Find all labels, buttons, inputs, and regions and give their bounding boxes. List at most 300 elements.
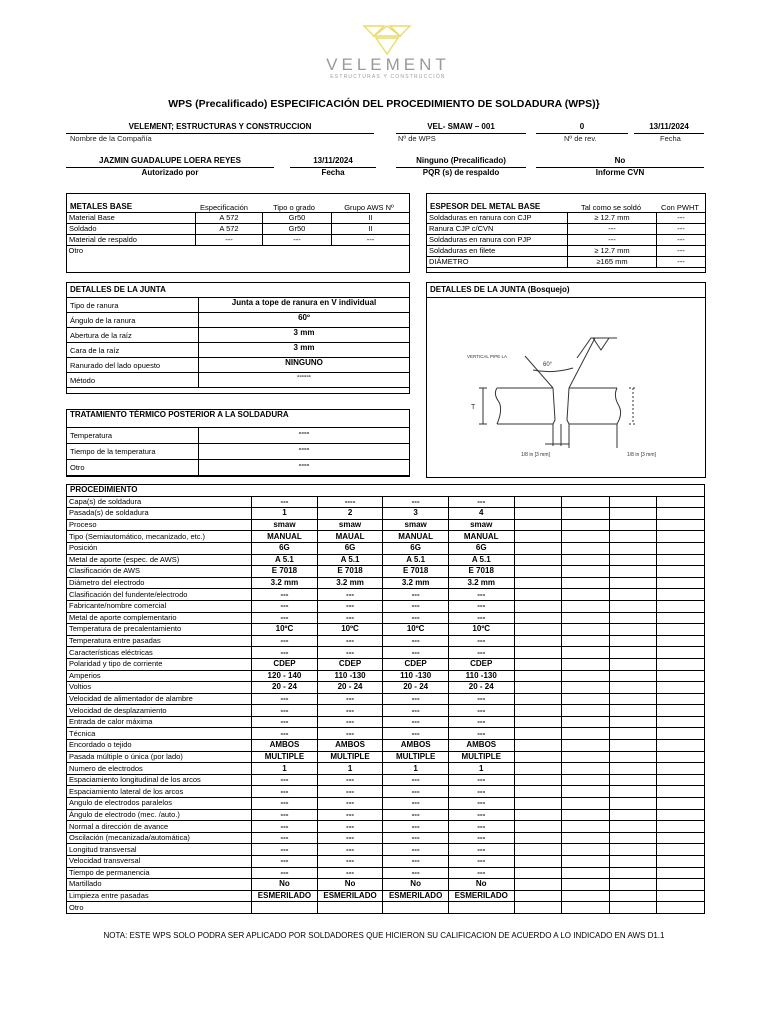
base-metal-type: Gr50 (263, 213, 332, 224)
procedure-empty-cell (514, 751, 562, 763)
procedure-pass-1-value: 3.2 mm (252, 577, 318, 589)
pwht-temperature-value: ---- (199, 428, 410, 444)
base-metals-col-group: Grupo AWS Nº (344, 203, 394, 212)
procedure-pass-2-value: --- (317, 728, 383, 740)
procedure-pass-1-value: 1 (252, 508, 318, 520)
authorized-date-label: Fecha (321, 168, 345, 177)
procedure-row (67, 554, 705, 566)
procedure-empty-cell (562, 589, 610, 601)
procedure-empty-cell (514, 716, 562, 728)
procedure-row (67, 589, 705, 601)
procedure-pass-3-value: 6G (383, 542, 449, 554)
procedure-empty-cell (562, 531, 610, 543)
logo-tagline: ESTRUCTURAS Y CONSTRUCCIÓN (330, 74, 446, 80)
procedure-pass-1-value: --- (252, 774, 318, 786)
procedure-empty-cell (609, 635, 657, 647)
procedure-empty-cell (562, 682, 610, 694)
procedure-pass-4-value: AMBOS (448, 740, 514, 752)
procedure-empty-cell (609, 531, 657, 543)
backing-label: Material de respaldo (67, 235, 196, 246)
joint-details-table (66, 297, 410, 388)
procedure-empty-cell (562, 867, 610, 879)
procedure-empty-cell (609, 705, 657, 717)
procedure-empty-cell (609, 786, 657, 798)
procedure-empty-cell (609, 658, 657, 670)
procedure-empty-cell (657, 635, 705, 647)
procedure-pass-3-value: --- (383, 635, 449, 647)
procedure-empty-cell (514, 809, 562, 821)
procedure-pass-4-value: --- (448, 798, 514, 810)
procedure-empty-cell (514, 566, 562, 578)
procedure-empty-cell (514, 693, 562, 705)
procedure-body (67, 496, 705, 913)
base-metals-title: METALES BASE (70, 202, 133, 211)
procedure-pass-4-value: --- (448, 496, 514, 508)
cjp-cvn-pwht: --- (657, 224, 706, 235)
procedure-empty-cell (609, 519, 657, 531)
procedure-empty-cell (514, 577, 562, 589)
joint-sketch-section (426, 282, 706, 478)
root-opening-label: Abertura de la raíz (67, 328, 199, 343)
procedure-empty-cell (657, 798, 705, 810)
procedure-row-label: Longitud transversal (67, 844, 252, 856)
procedure-pass-3-value: --- (383, 809, 449, 821)
procedure-row-label: Proceso (67, 519, 252, 531)
procedure-empty-cell (609, 890, 657, 902)
procedure-empty-cell (657, 682, 705, 694)
footer-note: NOTA: ESTE WPS SOLO PODRA SER APLICADO POR SOLDADORES QUE HICIERON SU CALIFICACION DE ACUERDO A LO INDICADO EN AWS D1.1 (103, 931, 665, 940)
procedure-pass-4-value: --- (448, 821, 514, 833)
procedure-pass-2-value: --- (317, 821, 383, 833)
procedure-empty-cell (514, 600, 562, 612)
procedure-pass-1-value: --- (252, 821, 318, 833)
table-row (67, 428, 410, 444)
procedure-empty-cell (562, 624, 610, 636)
root-face-label: Cara de la raíz (67, 343, 199, 358)
joint-sketch-drawing (427, 298, 705, 476)
procedure-row-label: Encordado o tejido (67, 740, 252, 752)
back-gouging-value: NINGUNO (199, 358, 410, 373)
pwht-title: TRATAMIENTO TÉRMICO POSTERIOR A LA SOLDADURA (70, 410, 289, 419)
procedure-empty-cell (609, 809, 657, 821)
thickness-title: ESPESOR DEL METAL BASE (430, 202, 541, 211)
procedure-empty-cell (657, 554, 705, 566)
procedure-empty-cell (514, 856, 562, 868)
procedure-pass-2-value: 20 - 24 (317, 682, 383, 694)
procedure-row (67, 867, 705, 879)
authorized-date: 13/11/2024 (290, 156, 376, 168)
procedure-empty-cell (562, 763, 610, 775)
procedure-empty-cell (657, 728, 705, 740)
procedure-pass-3-value: --- (383, 589, 449, 601)
procedure-pass-4-value: --- (448, 786, 514, 798)
procedure-pass-4-value: 3.2 mm (448, 577, 514, 589)
procedure-row-label: Entrada de calor máxima (67, 716, 252, 728)
back-gouging-label: Ranurado del lado opuesto (67, 358, 199, 373)
procedure-empty-cell (609, 751, 657, 763)
table-row (427, 257, 706, 268)
pqr-support: Ninguno (Precalificado) (396, 156, 526, 168)
procedure-empty-cell (562, 635, 610, 647)
procedure-pass-4-value: 10ºC (448, 624, 514, 636)
procedure-row-label: Diámetro del electrodo (67, 577, 252, 589)
procedure-empty-cell (514, 612, 562, 624)
procedure-empty-cell (514, 798, 562, 810)
procedure-pass-2-value: --- (317, 716, 383, 728)
procedure-row-label: Angulo de electrodos paralelos (67, 798, 252, 810)
groove-angle-value: 60º (199, 313, 410, 328)
procedure-pass-1-value: --- (252, 786, 318, 798)
procedure-empty-cell (514, 832, 562, 844)
procedure-empty-cell (609, 821, 657, 833)
procedure-row-label: Limpieza entre pasadas (67, 890, 252, 902)
procedure-pass-3-value: 1 (383, 763, 449, 775)
procedure-pass-3-value: --- (383, 600, 449, 612)
pjp-label: Soldaduras en ranura con PJP (427, 235, 568, 246)
procedure-empty-cell (562, 832, 610, 844)
procedure-row-label: Velocidad de desplazamiento (67, 705, 252, 717)
procedure-pass-1-value: --- (252, 716, 318, 728)
procedure-row (67, 577, 705, 589)
procedure-empty-cell (657, 612, 705, 624)
procedure-empty-cell (514, 786, 562, 798)
procedure-pass-2-value: --- (317, 832, 383, 844)
procedure-pass-4-value: MANUAL (448, 531, 514, 543)
procedure-empty-cell (514, 496, 562, 508)
procedure-pass-3-value: smaw (383, 519, 449, 531)
procedure-empty-cell (562, 693, 610, 705)
procedure-row-label: Normal a dirección de avance (67, 821, 252, 833)
procedure-pass-4-value: ESMERILADO (448, 890, 514, 902)
procedure-row (67, 682, 705, 694)
procedure-row (67, 798, 705, 810)
pjp-pwht: --- (657, 235, 706, 246)
procedure-empty-cell (562, 716, 610, 728)
procedure-pass-1-value: 6G (252, 542, 318, 554)
procedure-row-label: Temperatura de precalentamiento (67, 624, 252, 636)
procedure-empty-cell (657, 844, 705, 856)
procedure-empty-cell (657, 809, 705, 821)
procedure-pass-2-value: --- (317, 798, 383, 810)
company-name: VELEMENT; ESTRUCTURAS Y CONSTRUCCION (66, 122, 374, 134)
procedure-empty-cell (657, 867, 705, 879)
procedure-pass-2-value: --- (317, 809, 383, 821)
procedure-pass-2-value: 110 -130 (317, 670, 383, 682)
procedure-pass-4-value: E 7018 (448, 566, 514, 578)
procedure-pass-4-value: --- (448, 600, 514, 612)
procedure-empty-cell (609, 589, 657, 601)
procedure-empty-cell (609, 763, 657, 775)
procedure-title: PROCEDIMIENTO (67, 485, 705, 497)
procedure-empty-cell (562, 600, 610, 612)
procedure-empty-cell (514, 647, 562, 659)
procedure-empty-cell (562, 879, 610, 891)
procedure-empty-cell (657, 496, 705, 508)
procedure-row (67, 902, 705, 914)
procedure-pass-1-value: 1 (252, 763, 318, 775)
procedure-pass-3-value: 10ºC (383, 624, 449, 636)
procedure-pass-4-value (448, 902, 514, 914)
procedure-pass-2-value: --- (317, 856, 383, 868)
table-row (67, 343, 410, 358)
procedure-empty-cell (657, 577, 705, 589)
procedure-empty-cell (562, 786, 610, 798)
procedure-row (67, 519, 705, 531)
procedure-empty-cell (609, 600, 657, 612)
procedure-pass-4-value: --- (448, 693, 514, 705)
procedure-pass-2-value: --- (317, 635, 383, 647)
procedure-pass-4-value: No (448, 879, 514, 891)
procedure-pass-3-value: --- (383, 728, 449, 740)
table-row (67, 373, 410, 388)
procedure-pass-4-value: --- (448, 844, 514, 856)
procedure-empty-cell (562, 740, 610, 752)
other-label: Otro (67, 246, 410, 257)
pwht-time-value: ---- (199, 444, 410, 460)
wps-number: VEL- SMAW – 001 (396, 122, 526, 134)
procedure-empty-cell (609, 844, 657, 856)
procedure-row-label: Oscilación (mecanizada/automática) (67, 832, 252, 844)
procedure-empty-cell (657, 508, 705, 520)
procedure-pass-3-value: --- (383, 705, 449, 717)
procedure-pass-2-value: --- (317, 600, 383, 612)
procedure-pass-1-value: --- (252, 647, 318, 659)
procedure-empty-cell (657, 821, 705, 833)
procedure-empty-cell (657, 693, 705, 705)
procedure-pass-1-value: A 5.1 (252, 554, 318, 566)
procedure-empty-cell (657, 589, 705, 601)
procedure-row (67, 740, 705, 752)
pqr-support-label: PQR (s) de respaldo (422, 168, 500, 177)
table-row (67, 313, 410, 328)
logo-name: VELEMENT (326, 55, 450, 74)
procedure-pass-1-value: AMBOS (252, 740, 318, 752)
procedure-empty-cell (657, 751, 705, 763)
procedure-empty-cell (657, 890, 705, 902)
pwht-other-label: Otro (67, 460, 199, 476)
table-row (67, 298, 410, 313)
procedure-empty-cell (657, 531, 705, 543)
procedure-row-label: Temperatura entre pasadas (67, 635, 252, 647)
procedure-row (67, 763, 705, 775)
procedure-empty-cell (609, 566, 657, 578)
procedure-empty-cell (514, 902, 562, 914)
procedure-pass-4-value: --- (448, 647, 514, 659)
table-row (427, 246, 706, 257)
procedure-row-label: Pasada múltiple o única (por lado) (67, 751, 252, 763)
cvn-report: No (536, 156, 704, 168)
procedure-pass-1-value: --- (252, 635, 318, 647)
procedure-empty-cell (609, 647, 657, 659)
procedure-pass-4-value: A 5.1 (448, 554, 514, 566)
procedure-pass-3-value: --- (383, 798, 449, 810)
cjp-pwht: --- (657, 213, 706, 224)
fillet-pwht: --- (657, 246, 706, 257)
procedure-empty-cell (657, 647, 705, 659)
procedure-pass-4-value: --- (448, 705, 514, 717)
procedure-pass-4-value: --- (448, 612, 514, 624)
procedure-pass-4-value: smaw (448, 519, 514, 531)
cjp-cvn-as-welded: --- (568, 224, 657, 235)
procedure-pass-3-value: --- (383, 774, 449, 786)
fillet-label: Soldaduras en filete (427, 246, 568, 257)
procedure-title-row (67, 485, 705, 497)
procedure-empty-cell (609, 612, 657, 624)
thickness-col-pwht: Con PWHT (661, 203, 699, 212)
table-row (427, 224, 706, 235)
procedure-empty-cell (657, 786, 705, 798)
procedure-empty-cell (609, 902, 657, 914)
procedure-empty-cell (562, 774, 610, 786)
procedure-pass-1-value: --- (252, 798, 318, 810)
procedure-pass-1-value: --- (252, 600, 318, 612)
procedure-row (67, 844, 705, 856)
procedure-row (67, 716, 705, 728)
joint-sketch-title: DETALLES DE LA JUNTA (Bosquejo) (430, 285, 570, 294)
procedure-empty-cell (514, 763, 562, 775)
procedure-row (67, 832, 705, 844)
procedure-empty-cell (514, 774, 562, 786)
sketch-angle: 60° (543, 362, 553, 368)
procedure-empty-cell (562, 902, 610, 914)
procedure-pass-4-value: --- (448, 589, 514, 601)
procedure-empty-cell (514, 519, 562, 531)
pwht-temperature-label: Temperatura (67, 428, 199, 444)
procedure-row (67, 786, 705, 798)
welded-group: II (332, 224, 410, 235)
procedure-pass-1-value: E 7018 (252, 566, 318, 578)
procedure-empty-cell (562, 612, 610, 624)
procedure-pass-1-value: 120 - 140 (252, 670, 318, 682)
procedure-row-label: Tiempo de permanencia (67, 867, 252, 879)
procedure-pass-3-value: --- (383, 647, 449, 659)
table-row (67, 246, 410, 257)
procedure-empty-cell (562, 658, 610, 670)
procedure-pass-2-value: --- (317, 647, 383, 659)
procedure-pass-2-value: --- (317, 774, 383, 786)
procedure-pass-1-value: smaw (252, 519, 318, 531)
procedure-empty-cell (514, 890, 562, 902)
procedure-row-label: Metal de aporte complementario (67, 612, 252, 624)
procedure-pass-3-value: --- (383, 856, 449, 868)
procedure-pass-4-value: --- (448, 809, 514, 821)
procedure-empty-cell (514, 670, 562, 682)
procedure-empty-cell (562, 554, 610, 566)
procedure-pass-3-value: CDEP (383, 658, 449, 670)
procedure-pass-4-value: --- (448, 716, 514, 728)
procedure-empty-cell (514, 658, 562, 670)
table-row (427, 213, 706, 224)
procedure-pass-1-value: 10ºC (252, 624, 318, 636)
procedure-empty-cell (609, 624, 657, 636)
procedure-row-label: Clasificación de AWS (67, 566, 252, 578)
procedure-pass-2-value: --- (317, 786, 383, 798)
procedure-empty-cell (562, 705, 610, 717)
procedure-pass-1-value: --- (252, 693, 318, 705)
procedure-pass-1-value: --- (252, 856, 318, 868)
procedure-empty-cell (514, 844, 562, 856)
procedure-empty-cell (562, 844, 610, 856)
procedure-pass-2-value: --- (317, 705, 383, 717)
procedure-pass-1-value: MANUAL (252, 531, 318, 543)
procedure-empty-cell (562, 542, 610, 554)
procedure-row (67, 612, 705, 624)
procedure-empty-cell (562, 728, 610, 740)
procedure-pass-2-value (317, 902, 383, 914)
procedure-pass-1-value: --- (252, 832, 318, 844)
procedure-empty-cell (609, 577, 657, 589)
procedure-pass-2-value: MAUAL (317, 531, 383, 543)
procedure-row (67, 496, 705, 508)
procedure-empty-cell (657, 763, 705, 775)
procedure-empty-cell (514, 589, 562, 601)
procedure-empty-cell (657, 658, 705, 670)
procedure-pass-2-value: ESMERILADO (317, 890, 383, 902)
procedure-empty-cell (657, 902, 705, 914)
procedure-pass-2-value: A 5.1 (317, 554, 383, 566)
procedure-row (67, 566, 705, 578)
procedure-row-label: Otro (67, 902, 252, 914)
base-metals-section (66, 193, 410, 273)
procedure-empty-cell (514, 542, 562, 554)
procedure-empty-cell (657, 705, 705, 717)
procedure-row-label: Velocidad de alimentador de alambre (67, 693, 252, 705)
procedure-empty-cell (609, 554, 657, 566)
procedure-empty-cell (562, 496, 610, 508)
table-row (67, 224, 410, 235)
procedure-pass-4-value: --- (448, 856, 514, 868)
cjp-label: Soldaduras en ranura con CJP (427, 213, 568, 224)
procedure-pass-3-value: --- (383, 821, 449, 833)
procedure-row (67, 890, 705, 902)
procedure-pass-2-value: 10ºC (317, 624, 383, 636)
table-row (67, 213, 410, 224)
procedure-pass-2-value: smaw (317, 519, 383, 531)
sketch-t-label: T (471, 404, 476, 411)
procedure-pass-2-value: ---- (317, 496, 383, 508)
procedure-empty-cell (609, 670, 657, 682)
procedure-pass-2-value: 6G (317, 542, 383, 554)
procedure-empty-cell (657, 879, 705, 891)
welded-label: Soldado (67, 224, 196, 235)
procedure-row-label: Ángulo de electrodo (mec. /auto.) (67, 809, 252, 821)
procedure-empty-cell (562, 821, 610, 833)
base-metal-label: Material Base (67, 213, 196, 224)
procedure-empty-cell (609, 867, 657, 879)
procedure-row-label: Espaciamiento lateral de los arcos (67, 786, 252, 798)
procedure-pass-2-value: 2 (317, 508, 383, 520)
document-title: WPS (Precalificado) ESPECIFICACIÓN DEL PROCEDIMIENTO DE SOLDADURA (WPS)} (168, 98, 600, 110)
procedure-empty-cell (562, 751, 610, 763)
table-row (67, 328, 410, 343)
procedure-row-label: Martillado (67, 879, 252, 891)
procedure-empty-cell (514, 682, 562, 694)
procedure-empty-cell (514, 531, 562, 543)
procedure-pass-1-value: --- (252, 589, 318, 601)
procedure-empty-cell (514, 740, 562, 752)
procedure-row-label: Metal de aporte (espec. de AWS) (67, 554, 252, 566)
procedure-empty-cell (514, 867, 562, 879)
groove-type-value: Junta a tope de ranura en V individual (199, 298, 410, 313)
procedure-empty-cell (657, 600, 705, 612)
procedure-pass-2-value: --- (317, 589, 383, 601)
revision-number: 0 (536, 122, 628, 134)
procedure-pass-2-value: 1 (317, 763, 383, 775)
procedure-pass-3-value: MULTIPLE (383, 751, 449, 763)
diameter-as-welded: ≥165 mm (568, 257, 657, 268)
procedure-pass-1-value: --- (252, 844, 318, 856)
procedure-row (67, 856, 705, 868)
